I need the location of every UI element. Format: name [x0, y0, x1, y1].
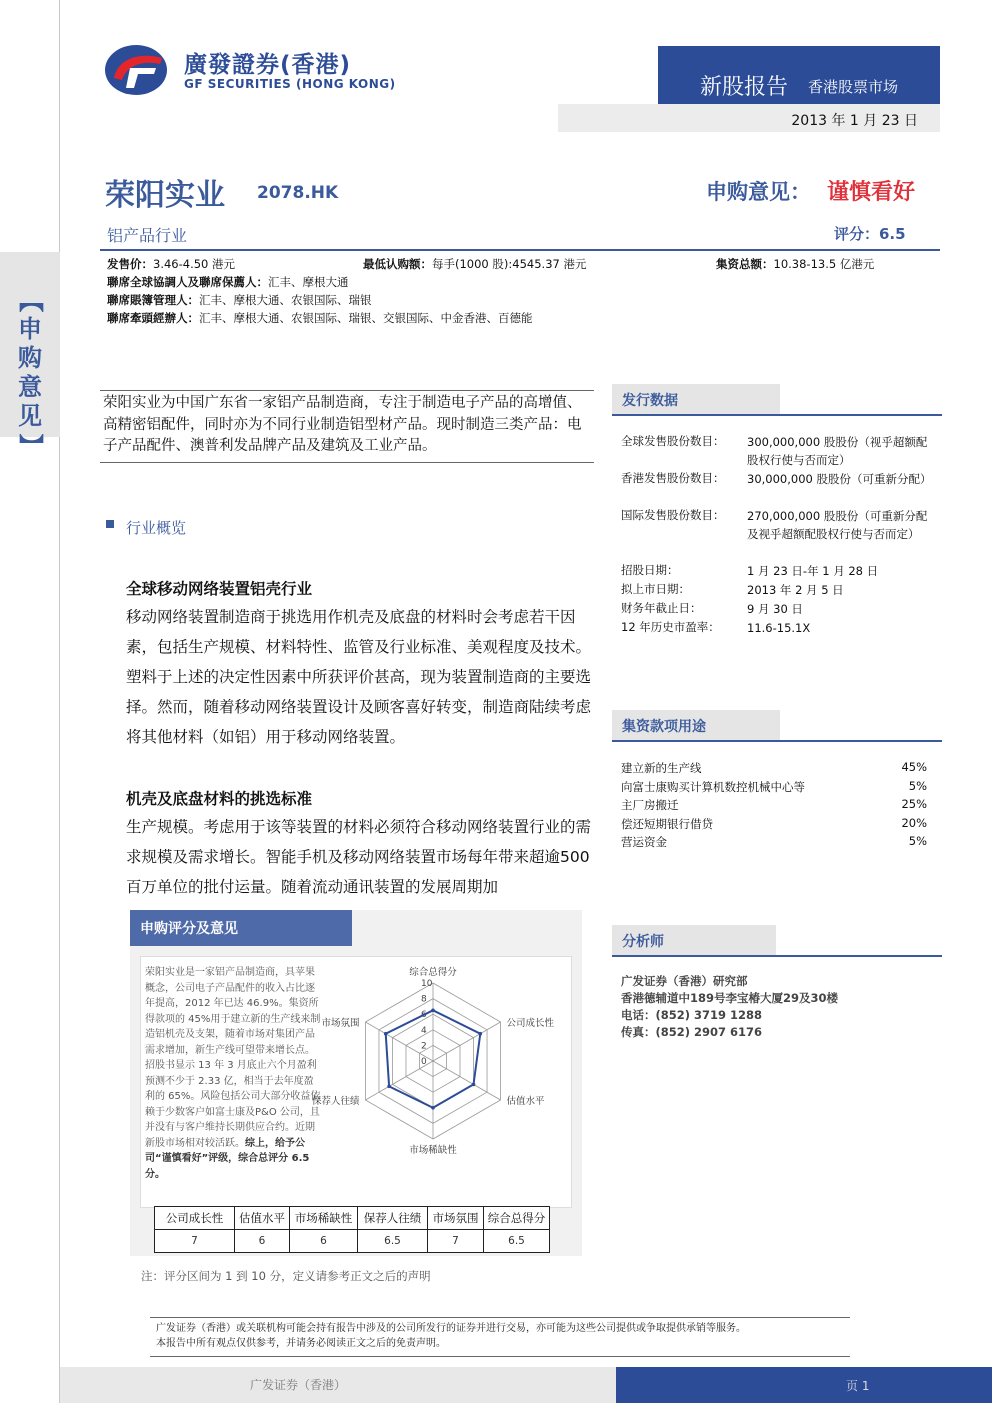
header-rule [100, 249, 940, 251]
industry: 铝产品行业 [107, 226, 188, 245]
page-number: 页 1 [846, 1379, 870, 1393]
use-row-label: 向富士康购买计算机数控机械中心等 [621, 779, 805, 794]
radar-tick-label: 6 [421, 1010, 427, 1021]
radar-tick-label: 10 [421, 979, 433, 989]
use-row [621, 816, 927, 832]
score-note: 注：评分区间为 1 到 10 分，定义请参考正文之后的声明 [141, 1269, 431, 1283]
use-row [621, 779, 927, 795]
issue-row-value: 300,000,000 股股份（视乎超额配股权行使与否而定） [747, 435, 928, 467]
report-date: 2013 年 1 月 23 日 [791, 113, 918, 129]
recommendation-label: 申购意见： [706, 180, 811, 204]
side-label-char: 意 [18, 373, 42, 401]
issue-row-value: 2013 年 2 月 5 日 [747, 583, 844, 597]
radar-tick-labels [421, 979, 433, 1067]
disclaimer-line-1: 广发证券（香港）或关联机构可能会持有报告中涉及的公司所发行的证券并进行交易，亦可能为这些公司提供或争取提供承销等服务。 [156, 1323, 746, 1334]
radar-axis-label: 市场稀缺性 [409, 1145, 457, 1156]
opinion-panel [130, 910, 582, 1256]
min-sub-label: 最低认购额： [363, 257, 432, 271]
leads-label: 聯席牽頭經辦人： [107, 311, 199, 325]
radar-point [384, 1032, 388, 1036]
total-label: 集资总额： [716, 257, 774, 271]
paragraph-2: 生产规模。考虑用于该等装置的材料必须符合移动网络装置行业的需求规模及需求增长。智能手机及移动网络装置市场每年带来超逾500百万单位的批付运量。随着流动通讯装置的发展周期加 [126, 818, 592, 896]
bookrunners-label: 聯席賬簿管理人： [107, 293, 199, 307]
analyst-line-1: 广发证券（香港）研究部 [621, 974, 748, 988]
recommendation-value: 谨慎看好 [827, 180, 916, 205]
score-table-header: 市场氛围 [428, 1207, 484, 1230]
issue-row-label: 拟上市日期： [621, 582, 690, 596]
min-sub-value: 每手(1000 股):4545.37 港元 [432, 257, 587, 271]
radar-point [387, 1085, 391, 1089]
sponsors-label: 聯席全球協調人及聯席保薦人： [107, 275, 268, 289]
use-row-pct: 45% [901, 760, 927, 774]
leads-value: 汇丰、摩根大通、农银国际、瑞银、交银国际、中金香港、百德能 [199, 311, 533, 325]
radar-point [431, 1106, 435, 1110]
ticker: 2078.HK [257, 183, 339, 203]
issue-row-label: 财务年截止日： [621, 601, 702, 615]
price-label: 发售价： [107, 257, 153, 271]
date-bar [558, 104, 940, 132]
issue-row-value: 11.6-15.1X [747, 621, 811, 635]
sponsors-line [107, 274, 349, 290]
score-table-value: 7 [428, 1230, 484, 1253]
report-market: 香港股票市场 [808, 78, 899, 96]
score-table-value-row [155, 1230, 550, 1253]
footer-company: 广发证券（香港） [250, 1378, 347, 1392]
score-table-header: 估值水平 [235, 1207, 290, 1230]
radar-axis-label: 综合总得分 [409, 967, 457, 978]
analyst-line-2: 香港德辅道中189号李宝椿大厦29及30楼 [621, 991, 839, 1005]
use-row-pct: 20% [901, 815, 927, 830]
issue-row-label: 12 年历史市盈率： [621, 620, 720, 634]
score-table-value: 6.5 [484, 1230, 550, 1253]
score-table-header: 市场稀缺性 [290, 1207, 358, 1230]
use-row-label: 主厂房搬迁 [621, 798, 679, 812]
side-label-char: 见 [18, 402, 42, 430]
issue-title: 发行数据 [622, 393, 678, 409]
score: 评分：6.5 [834, 225, 906, 243]
radar-point [431, 1009, 435, 1013]
radar-point [472, 1083, 476, 1087]
total-line [716, 256, 874, 272]
score-table-value: 6 [290, 1230, 358, 1253]
intro-text: 荣阳实业为中国广东省一家铝产品制造商，专注于制造电子产品的高增值、高精密铝配件，同时亦为不同行业制造铝型材产品。现时制造三类产品：电子产品配件、澳普利发品牌产品及建筑及工业产品。 [103, 395, 582, 454]
use-row-label: 偿还短期银行借贷 [621, 816, 713, 831]
paragraph-1: 移动网络装置制造商于挑选用作机壳及底盘的材料时会考虑若干因素，包括生产规模、材料特性、监管及行业标准、美观程度及技术。塑料于上述的决定性因素中所获评价甚高，现为装置制造商的主要选择。然而，随着移动网络装置设计及顾客喜好转变，制造商陆续考虑将其他材料（如铝）用于移动网络装置。 [126, 608, 592, 746]
opinion-text [145, 965, 323, 1182]
analyst-header [612, 925, 776, 955]
use-header [612, 710, 780, 740]
radar-tick-label: 2 [421, 1041, 427, 1052]
side-label [16, 286, 44, 460]
disclaimer-line-2: 本报告中所有观点仅供参考，并请务必阅读正文之后的免责声明。 [156, 1338, 446, 1349]
side-label-char: 【 [16, 288, 45, 313]
opinion-text-bold: 综上，给予公司“谨慎看好”评级，综合总评分 6.5 分。 [145, 1137, 310, 1180]
issue-row-value: 270,000,000 股股份（可重新分配及视乎超额配股权行使与否而定） [747, 509, 928, 541]
total-value: 10.38-13.5 亿港元 [773, 257, 875, 271]
use-row-label: 建立新的生产线 [621, 761, 702, 775]
bookrunners-value: 汇丰、摩根大通、农银国际、瑞银 [199, 293, 372, 307]
gf-logo-icon [104, 44, 168, 96]
issue-row-label: 全球发售股份数目： [621, 434, 725, 448]
price-value: 3.46-4.50 港元 [153, 257, 236, 271]
use-title: 集资款项用途 [622, 719, 706, 735]
radar-spoke [433, 1061, 501, 1100]
score-table-header: 公司成长性 [155, 1207, 235, 1230]
issue-row-value: 9 月 30 日 [747, 602, 803, 616]
opinion-text-main: 荣阳实业是一家铝产品制造商，具苹果概念，公司电子产品配件的收入占比逐年提高，2012 年已达 46.9%。集资所得款项的 45%用于建立新的生产线来制造铝机壳及支架，随着市场对集团产品需求增加，新生产线可望带来增长点。招股书显示 13 年 3 月底止六个月盈利预测不少于 2.33 亿，相当于去年度盈利的 65%。风险包括公司大部分收益依赖于少数客户如富士康及P&O 公司，且并没有与客户维持长期供应合约。近期新股市场相对较活跃。 [145, 967, 321, 1149]
score-table [154, 1206, 550, 1253]
issue-row-label: 香港发售股份数目： [621, 471, 725, 485]
analyst-title: 分析师 [622, 934, 664, 950]
radar-axis-label: 公司成长性 [506, 1018, 555, 1029]
disclaimer [150, 1317, 850, 1357]
issue-row-value: 30,000,000 股股份（可重新分配） [747, 472, 932, 486]
logo-english-text: GF SECURITIES (HONG KONG) [184, 77, 396, 91]
report-type-box [658, 46, 940, 106]
score-table-header: 保荐人往绩 [358, 1207, 428, 1230]
issue-row-label: 国际发售股份数目： [621, 508, 725, 522]
use-row [621, 834, 927, 850]
subheading-2: 机壳及底盘材料的挑选标准 [126, 790, 313, 808]
price-line [107, 256, 235, 272]
analyst-fax: 传真：(852) 2907 6176 [621, 1025, 763, 1039]
radar-tick-label: 4 [421, 1025, 427, 1036]
issue-row-label: 招股日期： [621, 563, 679, 577]
logo-chinese-text: 廣發證券(香港) [184, 52, 352, 78]
score-table-value: 7 [155, 1230, 235, 1253]
radar-point [478, 1032, 482, 1036]
footer [60, 1367, 992, 1403]
subheading-1: 全球移动网络装置铝壳行业 [126, 580, 313, 598]
radar-axis-label: 估值水平 [506, 1096, 545, 1107]
bookrunners-line [107, 292, 372, 308]
use-row-pct: 5% [908, 834, 927, 848]
radar-tick-label: 0 [421, 1057, 427, 1067]
use-row-pct: 5% [908, 778, 927, 793]
use-row-pct: 25% [901, 797, 927, 811]
side-label-char: 】 [16, 433, 45, 458]
opinion-body [140, 956, 572, 1208]
score-table-value: 6 [235, 1230, 290, 1253]
analyst-phone: 电话：(852) 3719 1288 [621, 1008, 763, 1022]
sponsors-value: 汇丰、摩根大通 [268, 275, 349, 289]
use-row [621, 760, 927, 776]
score-table-header-row [155, 1207, 550, 1230]
side-label-char: 购 [18, 344, 42, 372]
use-row [621, 797, 927, 813]
min-sub-line [363, 256, 586, 272]
issue-row-value: 1 月 23 日-年 1 月 28 日 [747, 564, 879, 578]
use-row-label: 营运资金 [621, 835, 667, 849]
intro-box [100, 390, 594, 463]
side-label-char: 申 [18, 315, 42, 343]
radar-axis-label: 市场氛围 [321, 1018, 360, 1029]
section-title: 行业概览 [126, 519, 187, 537]
radar-axis-label: 保荐人往绩 [311, 1096, 360, 1107]
section-bullet-icon [106, 520, 114, 528]
radar-chart [311, 967, 567, 1191]
radar-grid [365, 983, 500, 1139]
radar-tick-label: 8 [421, 994, 427, 1005]
leads-line [107, 310, 533, 326]
score-table-value: 6.5 [358, 1230, 428, 1253]
issue-header [612, 384, 780, 414]
report-type: 新股报告 [700, 75, 789, 100]
company-name: 荣阳实业 [105, 178, 225, 213]
opinion-title: 申购评分及意见 [130, 910, 352, 946]
left-side-band [0, 0, 60, 1403]
score-table-header: 综合总得分 [484, 1207, 550, 1230]
